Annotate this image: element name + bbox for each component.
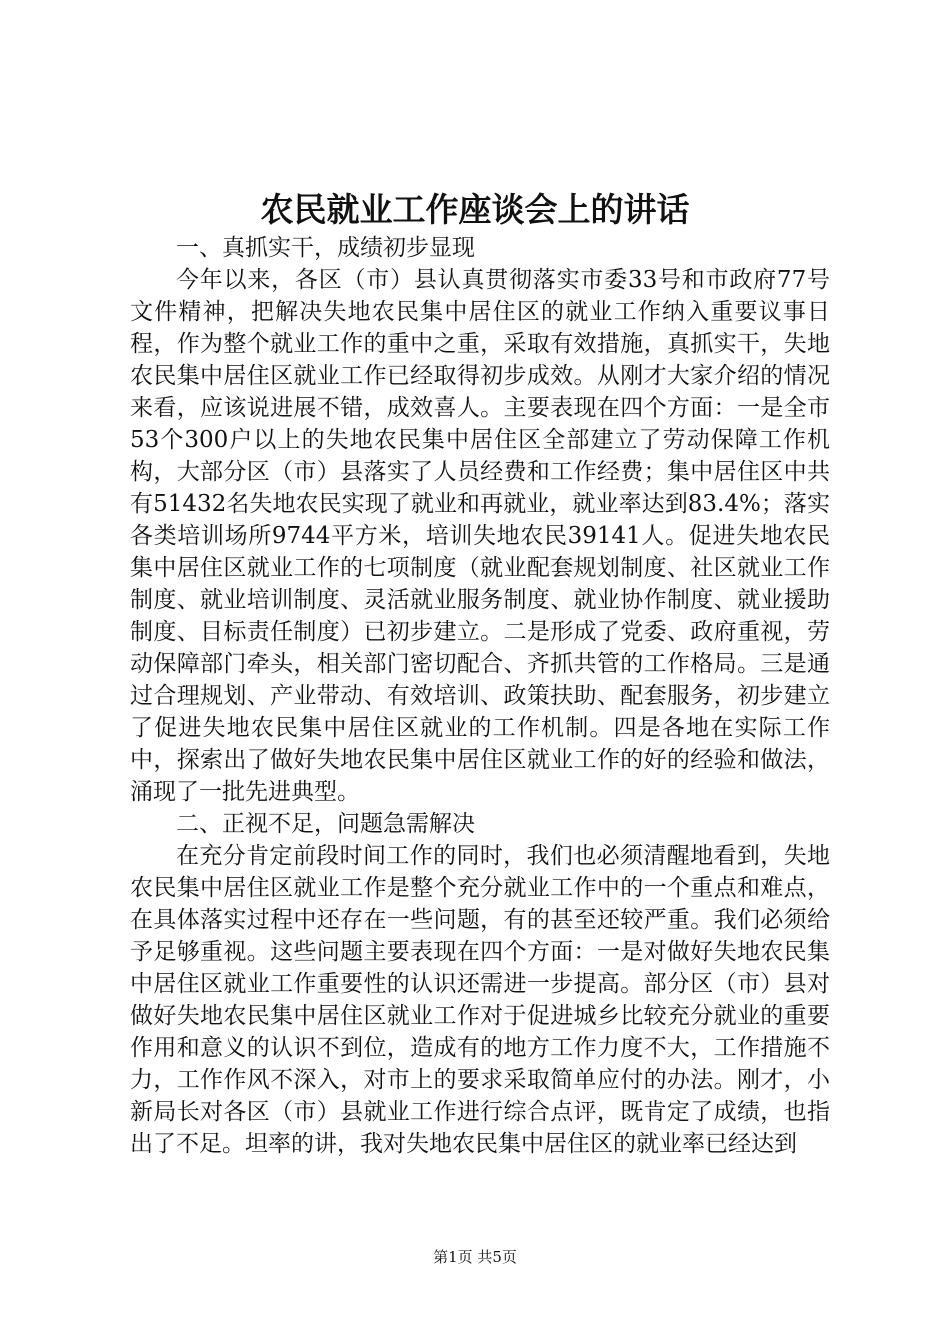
document-title: 农民就业工作座谈会上的讲话 xyxy=(260,190,690,229)
section-heading-2: 二、正视不足，问题急需解决 xyxy=(176,811,475,837)
paragraph-1: 今年以来，各区（市）县认真贯彻落实市委33号和市政府77号文件精神，把解决失地农民集中居住区的就业工作纳入重要议事日程，作为整个就业工作的重中之重，采取有效措施，真抓实干，失地农民集中居住区就业工作已经取得初步成效。从刚才大家介绍的情况来看，应该说进展不错，成效喜人。主要表现在四个方面：一是全市53个300户以上的失地农民集中居住区全部建立了劳动保障工作机构，大部分区（市）县落实了人员经费和工作经费；集中居住区中共有51432名失地农民实现了就业和再就业，就业率达到83.4%；落实各类培训场所9744平方米，培训失地农民39141人。促进失地农民集中居住区就业工作的七项制度（就业配套规划制度、社区就业工作制度、就业培训制度、灵活就业服务制度、就业协作制度、就业援助制度、目标责任制度）已初步建立。二是形成了党委、政府重视，劳动保障部门牵头，相关部门密切配合、齐抓共管的工作格局。三是通过合理规划、产业带动、有效培训、政策扶助、配套服务，初步建立了促进失地农民集中居住区就业的工作机制。四是各地在实际工作中，探索出了做好失地农民集中居住区就业工作的好的经验和做法，涌现了一批先进典型。 xyxy=(130,267,830,805)
page-footer: 第1页 共5页 xyxy=(433,1248,517,1266)
section-heading-1: 一、真抓实干，成绩初步显现 xyxy=(176,235,475,261)
document-body xyxy=(130,232,830,1160)
paragraph-2: 在充分肯定前段时间工作的同时，我们也必须清醒地看到，失地农民集中居住区就业工作是整个充分就业工作中的一个重点和难点，在具体落实过程中还存在一些问题，有的甚至还较严重。我们必须给予足够重视。这些问题主要表现在四个方面：一是对做好失地农民集中居住区就业工作重要性的认识还需进一步提高。部分区（市）县对做好失地农民集中居住区就业工作对于促进城乡比较充分就业的重要作用和意义的认识不到位，造成有的地方工作力度不大，工作措施不力，工作作风不深入，对市上的要求采取简单应付的办法。刚才，小新局长对各区（市）县就业工作进行综合点评，既肯定了成绩，也指出了不足。坦率的讲，我对失地农民集中居住区的就业率已经达到 xyxy=(130,843,830,1157)
